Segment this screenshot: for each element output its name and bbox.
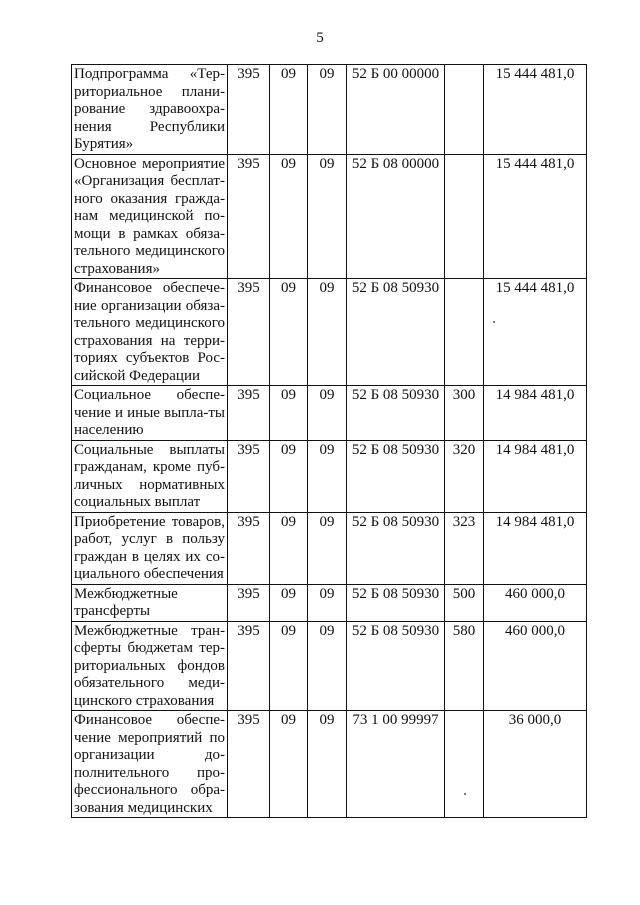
amount: 460 000,0 — [484, 584, 587, 621]
amount: 36 000,0 — [484, 711, 587, 818]
subsection-code: 09 — [308, 386, 347, 441]
ministry-code: 395 — [228, 711, 270, 818]
section-code: 09 — [270, 440, 308, 512]
subsection-code: 09 — [308, 279, 347, 386]
table-row — [72, 440, 587, 512]
amount: 460 000,0 — [484, 621, 587, 711]
expense-type-code — [445, 711, 484, 818]
row-name: Подпрограмма «Тер-риториальное плани-рование здравоохра-нения Республики Бурятия» — [72, 65, 228, 155]
target-article-code: 52 Б 08 50930 — [347, 279, 445, 386]
section-code: 09 — [270, 386, 308, 441]
ministry-code: 395 — [228, 154, 270, 279]
row-name: Межбюджетные трансферты — [72, 584, 228, 621]
subsection-code: 09 — [308, 440, 347, 512]
budget-table — [71, 64, 587, 818]
target-article-code: 52 Б 00 00000 — [347, 65, 445, 155]
scan-speck — [493, 321, 495, 323]
section-code: 09 — [270, 279, 308, 386]
row-name: Социальные выплаты гражданам, кроме пуб-личных нормативных социальных выплат — [72, 440, 228, 512]
table-row — [72, 154, 587, 279]
page-number: 5 — [316, 30, 324, 46]
target-article-code: 52 Б 08 50930 — [347, 440, 445, 512]
row-name: Приобретение товаров, работ, услуг в пользу граждан в целях их со-циального обеспечения — [72, 512, 228, 584]
expense-type-code — [445, 279, 484, 386]
amount: 14 984 481,0 — [484, 386, 587, 441]
row-name: Межбюджетные тран-сферты бюджетам тер-риториальных фондов обязательного меди-цинского страхования — [72, 621, 228, 711]
target-article-code: 52 Б 08 00000 — [347, 154, 445, 279]
expense-type-code — [445, 154, 484, 279]
ministry-code: 395 — [228, 386, 270, 441]
section-code: 09 — [270, 621, 308, 711]
ministry-code: 395 — [228, 584, 270, 621]
ministry-code: 395 — [228, 621, 270, 711]
scan-speck — [464, 793, 466, 795]
table-row — [72, 65, 587, 155]
target-article-code: 52 Б 08 50930 — [347, 512, 445, 584]
amount: 14 984 481,0 — [484, 440, 587, 512]
table-row — [72, 386, 587, 441]
table-row — [72, 512, 587, 584]
table-row — [72, 584, 587, 621]
section-code: 09 — [270, 65, 308, 155]
expense-type-code: 320 — [445, 440, 484, 512]
target-article-code: 52 Б 08 50930 — [347, 386, 445, 441]
subsection-code: 09 — [308, 621, 347, 711]
table-row — [72, 621, 587, 711]
target-article-code: 73 1 00 99997 — [347, 711, 445, 818]
subsection-code: 09 — [308, 154, 347, 279]
expense-type-code: 580 — [445, 621, 484, 711]
expense-type-code: 500 — [445, 584, 484, 621]
subsection-code: 09 — [308, 65, 347, 155]
table-row — [72, 279, 587, 386]
ministry-code: 395 — [228, 65, 270, 155]
subsection-code: 09 — [308, 512, 347, 584]
row-name: Основное мероприятие «Организация бесплат-ного оказания гражда-нам медицинской по-мощи в рамках обяза-тельного медицинского страхования» — [72, 154, 228, 279]
subsection-code: 09 — [308, 584, 347, 621]
amount: 14 984 481,0 — [484, 512, 587, 584]
subsection-code: 09 — [308, 711, 347, 818]
amount: 15 444 481,0 — [484, 279, 587, 386]
section-code: 09 — [270, 584, 308, 621]
amount: 15 444 481,0 — [484, 65, 587, 155]
section-code: 09 — [270, 512, 308, 584]
table-row — [72, 711, 587, 818]
target-article-code: 52 Б 08 50930 — [347, 621, 445, 711]
target-article-code: 52 Б 08 50930 — [347, 584, 445, 621]
row-name: Финансовое обеспече-ние организации обяза-тельного медицинского страхования на терри-ториях субъектов Рос-сийской Федерации — [72, 279, 228, 386]
row-name: Финансовое обеспе-чение мероприятий по организации до-полнительного про-фессионального обра-зования медицинских — [72, 711, 228, 818]
row-name: Социальное обеспе-чение и иные выпла-ты населению — [72, 386, 228, 441]
ministry-code: 395 — [228, 279, 270, 386]
expense-type-code: 323 — [445, 512, 484, 584]
expense-type-code: 300 — [445, 386, 484, 441]
section-code: 09 — [270, 711, 308, 818]
expense-type-code — [445, 65, 484, 155]
ministry-code: 395 — [228, 440, 270, 512]
section-code: 09 — [270, 154, 308, 279]
ministry-code: 395 — [228, 512, 270, 584]
amount: 15 444 481,0 — [484, 154, 587, 279]
